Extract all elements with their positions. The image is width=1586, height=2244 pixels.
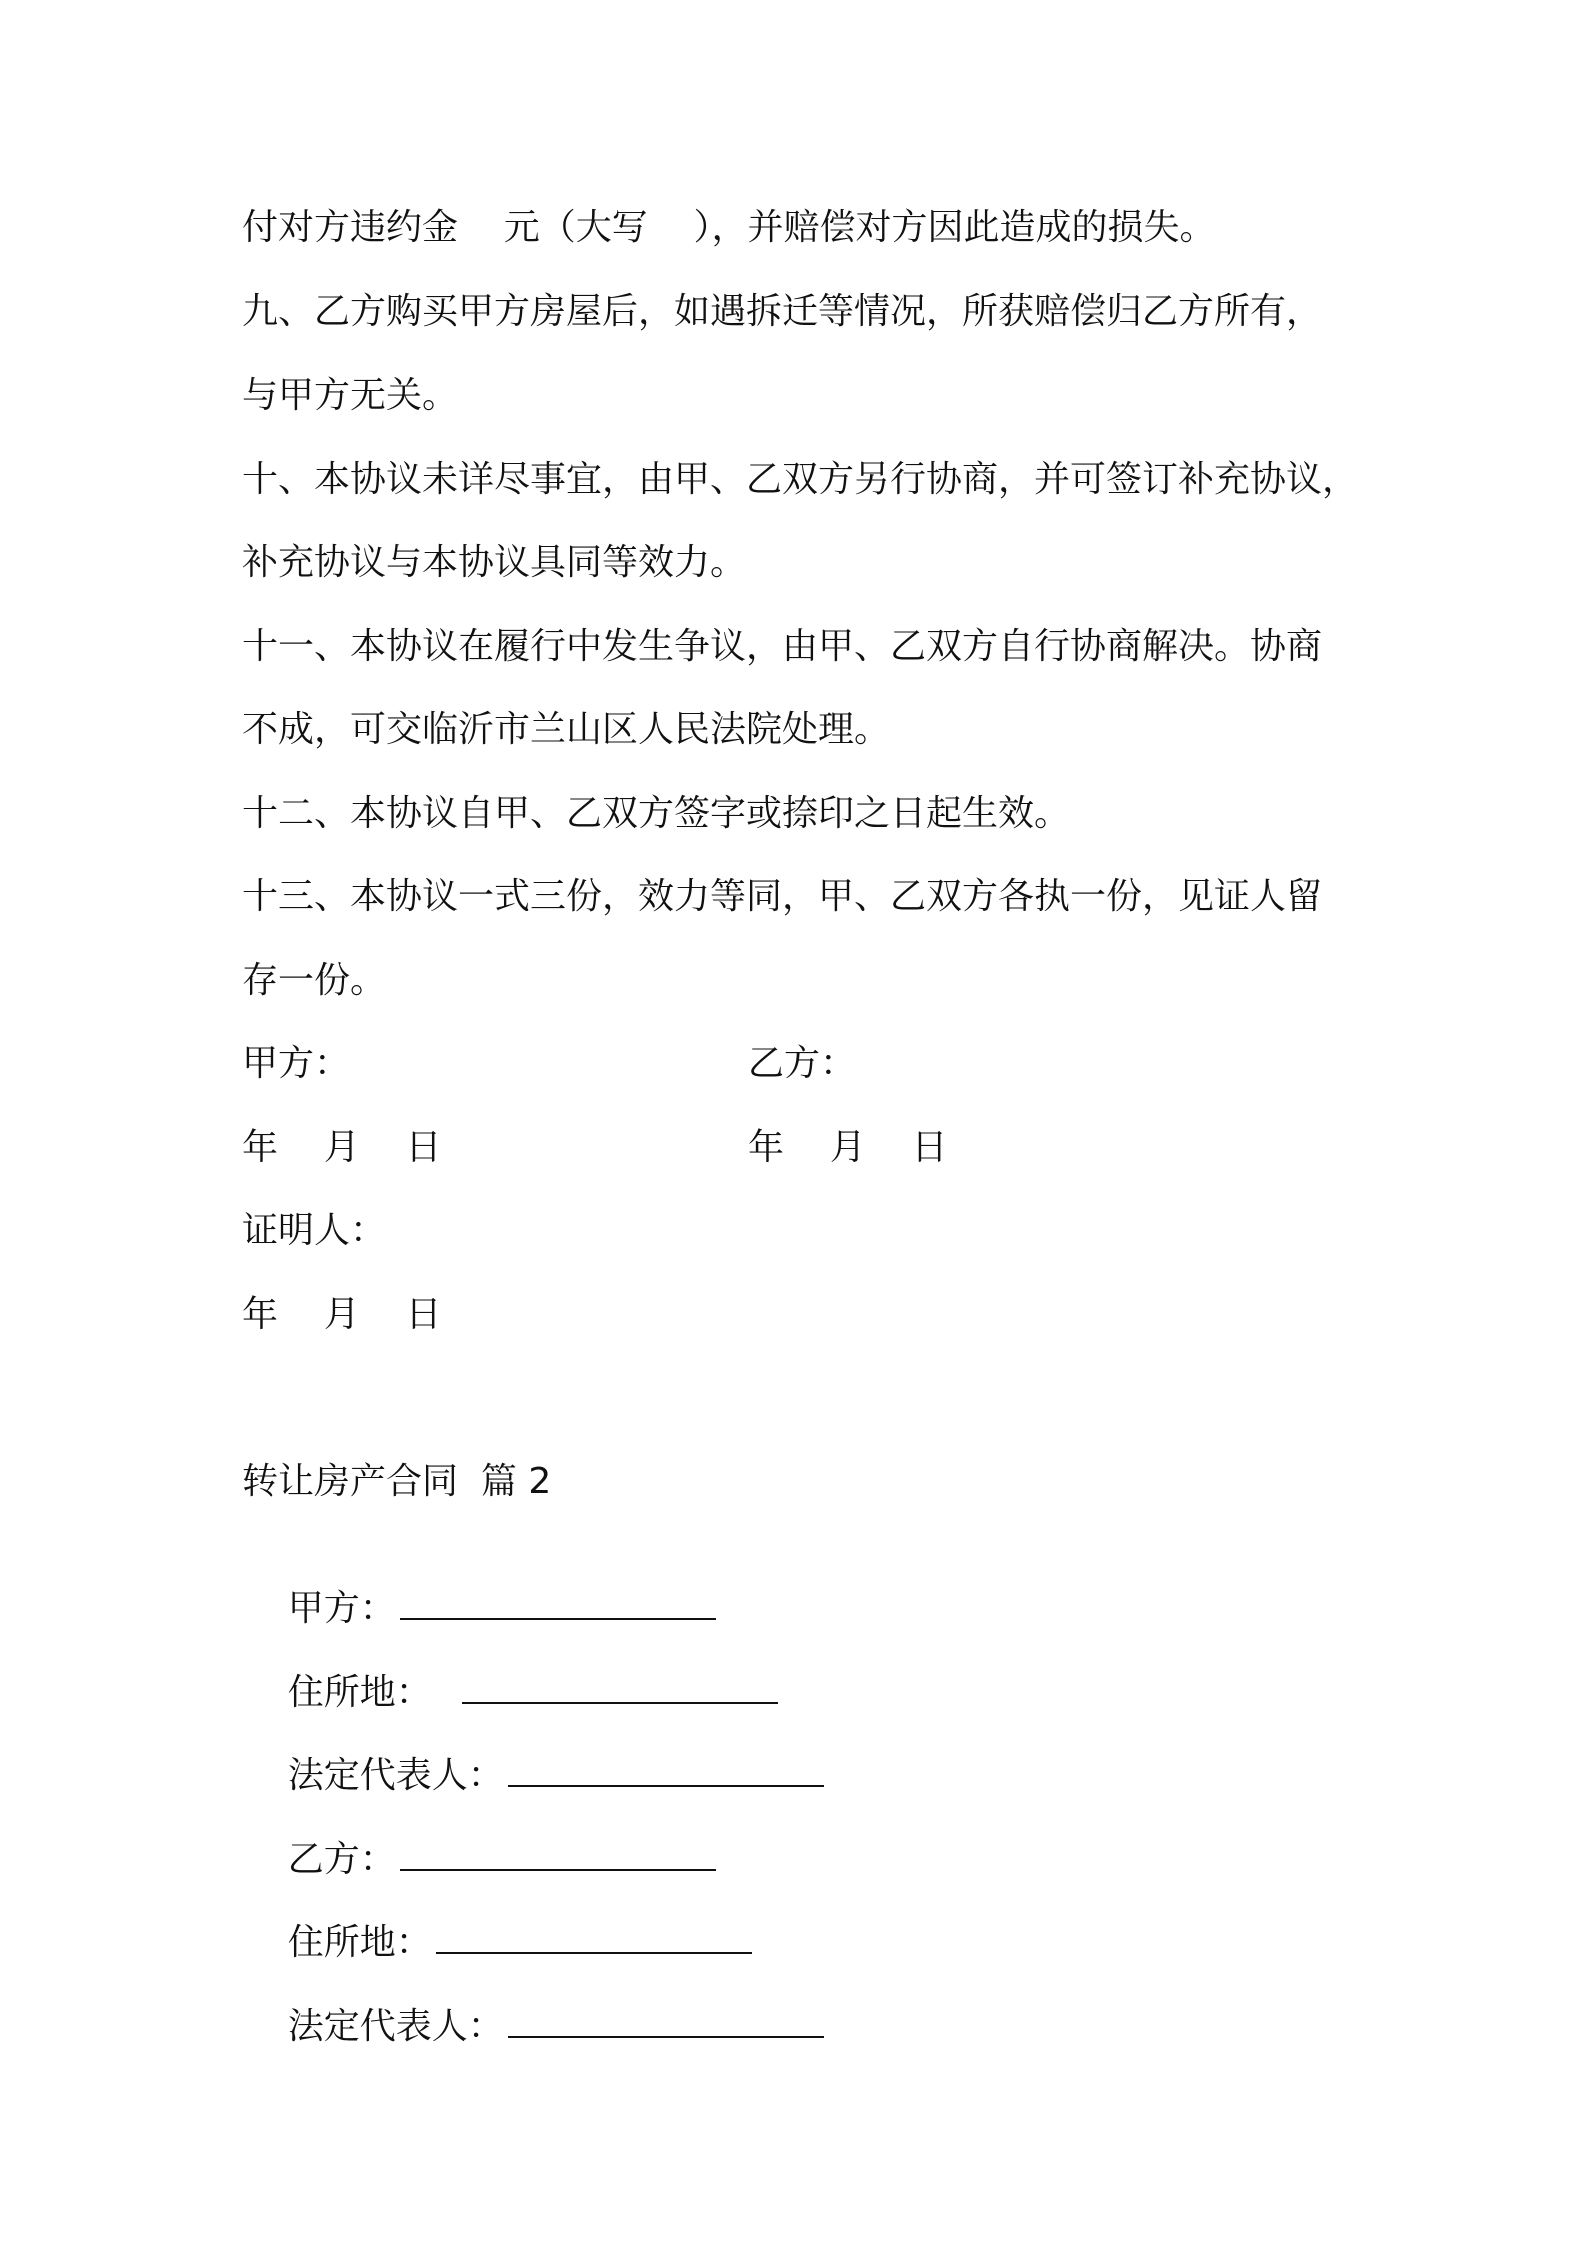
paragraph-line: 十、本协议未详尽事宜，由甲、乙双方另行协商，并可签订补充协议， bbox=[242, 459, 1359, 500]
fill-in-line bbox=[508, 1755, 824, 1787]
paragraph-line: 十三、本协议一式三份，效力等同，甲、乙双方各执一份，见证人留 bbox=[242, 876, 1323, 917]
section-title: 转让房产合同 篇 2 bbox=[242, 1461, 552, 1502]
paragraph-line: 存一份。 bbox=[242, 960, 387, 1001]
fill-in-line bbox=[400, 1839, 716, 1871]
paragraph-line: 九、乙方购买甲方房屋后，如遇拆迁等情况，所获赔偿归乙方所有， bbox=[242, 291, 1323, 332]
paragraph-line: 十二、本协议自甲、乙双方签字或捺印之日起生效。 bbox=[242, 793, 1071, 834]
paragraph-line: 付对方违约金 元（大写 ），并赔偿对方因此造成的损失。 bbox=[242, 207, 1216, 248]
field-label: 住所地： bbox=[287, 1672, 432, 1713]
paragraph-line: 十一、本协议在履行中发生争议，由甲、乙双方自行协商解决。协商 bbox=[242, 626, 1323, 667]
paragraph-line: 不成，可交临沂市兰山区人民法院处理。 bbox=[242, 709, 891, 750]
fill-in-line bbox=[462, 1672, 778, 1704]
fill-in-line bbox=[400, 1588, 716, 1620]
field-label: 乙方： bbox=[287, 1839, 396, 1880]
fill-in-line bbox=[508, 2006, 824, 2038]
signature-witness: 证明人： bbox=[242, 1210, 387, 1251]
paragraph-line: 补充协议与本协议具同等效力。 bbox=[242, 542, 747, 583]
signature-party-b: 乙方： bbox=[748, 1043, 857, 1084]
field-legal-rep-b bbox=[242, 1961, 824, 2093]
signature-date-witness: 年 月 日 bbox=[242, 1294, 442, 1335]
field-label: 甲方： bbox=[287, 1588, 396, 1629]
field-label: 住所地： bbox=[287, 1922, 432, 1963]
paragraph-line: 与甲方无关。 bbox=[242, 375, 459, 416]
signature-date-b: 年 月 日 bbox=[748, 1127, 948, 1168]
field-label: 法定代表人： bbox=[287, 1755, 504, 1796]
field-label: 法定代表人： bbox=[287, 2006, 504, 2047]
fill-in-line bbox=[436, 1922, 752, 1954]
signature-date-a: 年 月 日 bbox=[242, 1127, 442, 1168]
signature-party-a: 甲方： bbox=[242, 1043, 351, 1084]
